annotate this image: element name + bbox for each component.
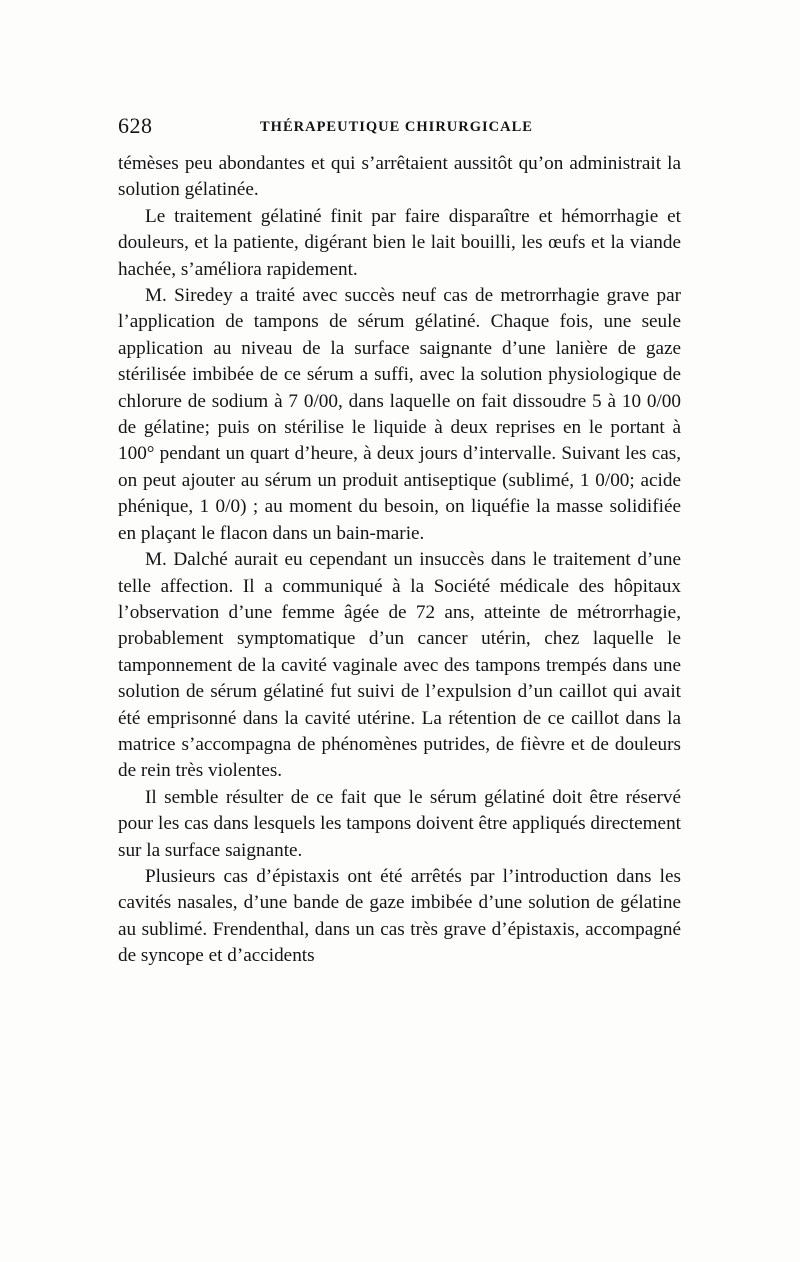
paragraph: M. Siredey a traité avec succès neuf cas de metrorrhagie grave par l’application de tampons de sérum gélatiné. Chaque fois, une seule application au niveau de la surface saignante d’une lanière de gaze stérilisée imbibée de ce sérum a suffi, avec la solution physiologique de chlorure de sodium à 7 0/00, dans laquelle on fait dissoudre 5 à 10 0/00 de gélatine; puis on stérilise le liquide à deux reprises en le portant à 100° pendant un quart d’heure, à deux jours d’intervalle. Suivant les cas, on peut ajouter au sérum un produit antiseptique (sublimé, 1 0/00; acide phénique, 1 0/0) ; au moment du besoin, on liquéfie la masse solidifiée en plaçant le flacon dans un bain-marie. <box>118 285 681 544</box>
page-number: 628 <box>118 113 153 138</box>
paragraph: Plusieurs cas d’épistaxis ont été arrêtés par l’introduction dans les cavités nasales, d’une bande de gaze imbibée d’une solution de gélatine au sublimé. Frendenthal, dans un cas très grave d’épistaxis, accompagné de syncope et d’accidents <box>118 865 681 967</box>
paragraph: Il semble résulter de ce fait que le sérum gélatiné doit être réservé pour les cas dans lesquels les tampons doivent être appliqués directement sur la surface saignante. <box>118 786 681 861</box>
paragraph-continuation: témèses peu abondantes et qui s’arrêtaient aussitôt qu’on administrait la solution gélatinée. <box>118 153 681 201</box>
paragraph: Le traitement gélatiné finit par faire disparaître et hémorrhagie et douleurs, et la patiente, digérant bien le lait bouilli, les œufs et la viande hachée, s’améliora rapidement. <box>118 205 681 280</box>
body-text <box>118 151 681 970</box>
running-title: THÉRAPEUTIQUE CHIRURGICALE <box>260 119 533 135</box>
paragraph: M. Dalché aurait eu cependant un insuccès dans le traitement d’une telle affection. Il a communiqué à la Société médicale des hôpitaux l’observation d’une femme âgée de 72 ans, atteinte de métrorrhagie, probablement symptomatique d’un cancer utérin, chez laquelle le tamponnement de la cavité vaginale avec des tampons trempés dans une solution de sérum gélatiné fut suivi de l’expulsion d’un caillot qui avait été emprisonné dans la cavité utérine. La rétention de ce caillot dans la matrice s’accompagna de phénomènes putrides, de fièvre et de douleurs de rein très violentes. <box>118 549 681 782</box>
page-header <box>118 113 680 143</box>
